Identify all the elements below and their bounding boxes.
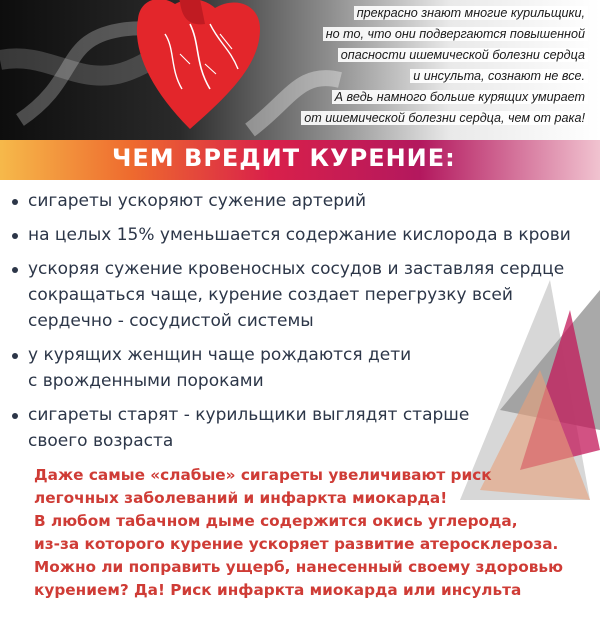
page-title: ЧЕМ ВРЕДИТ КУРЕНИЕ: — [112, 144, 456, 172]
header-image — [0, 0, 600, 140]
heart-illustration — [120, 0, 280, 134]
list-item: на целых 15% уменьшается содержание кислорода в крови — [10, 222, 590, 248]
warning-line: легочных заболеваний и инфаркта миокарда! — [34, 489, 448, 507]
warning-line: Даже самые «слабые» сигареты увеличивают риск — [34, 466, 492, 484]
bullet-icon — [12, 413, 18, 419]
warning-text — [34, 464, 594, 602]
intro-line: от ишемической болезни сердца, чем от рака! — [288, 108, 588, 129]
bullet-icon — [12, 353, 18, 359]
intro-line: и инсульта, сознают не все. — [288, 66, 588, 87]
intro-line: А ведь намного больше курящих умирает — [288, 87, 588, 108]
harm-list — [10, 188, 590, 462]
bullet-icon — [12, 267, 18, 273]
list-item: у курящих женщин чаще рождаются дети с врожденными пороками — [10, 342, 590, 394]
list-item: сигареты старят - курильщики выглядят старше своего возраста — [10, 402, 590, 454]
warning-line: Можно ли поправить ущерб, нанесенный своему здоровью — [34, 558, 563, 576]
bullet-icon — [12, 233, 18, 239]
title-banner — [0, 140, 600, 180]
intro-line: опасности ишемической болезни сердца — [288, 45, 588, 66]
warning-line: курением? Да! Риск инфаркта миокарда или инсульта — [34, 581, 522, 599]
intro-line: но то, что они подвергаются повышенной — [288, 24, 588, 45]
list-item: сигареты ускоряют сужение артерий — [10, 188, 590, 214]
bullet-icon — [12, 199, 18, 205]
intro-text — [288, 3, 588, 129]
warning-line: В любом табачном дыме содержится окись углерода, — [34, 512, 518, 530]
warning-line: из-за которого курение ускоряет развитие атеросклероза. — [34, 535, 559, 553]
intro-line: прекрасно знают многие курильщики, — [288, 3, 588, 24]
list-item: ускоряя сужение кровеносных сосудов и заставляя сердце сокращаться чаще, курение создает перегрузку всей сердечно - сосудистой системы — [10, 256, 590, 334]
